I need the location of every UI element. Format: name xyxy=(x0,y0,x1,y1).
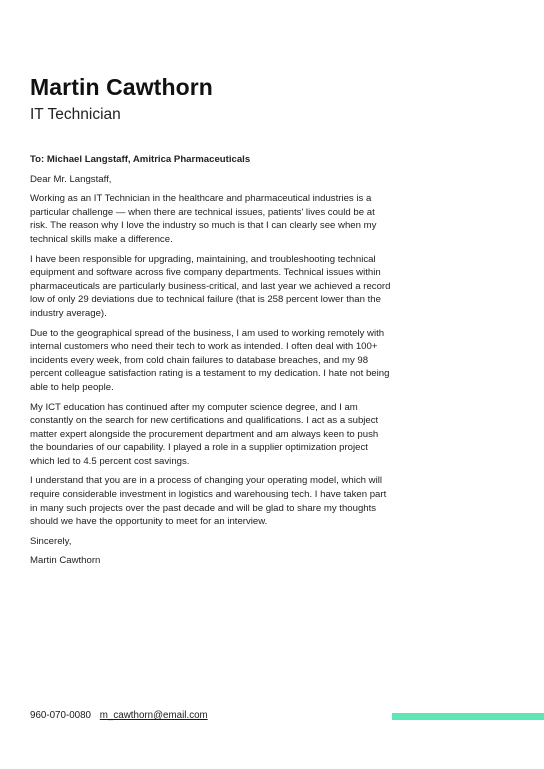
closing: Sincerely, xyxy=(30,535,72,547)
salutation: Dear Mr. Langstaff, xyxy=(30,173,112,185)
paragraph-1: Working as an IT Technician in the healthcare and pharmaceutical industries is a particular challenge — when there are technical issues, patients' lives could be at risk. The reason why I love the industry so much is that I can clearly see when my technical skills make a difference. xyxy=(30,193,377,245)
job-title: IT Technician xyxy=(30,106,121,123)
letter-body xyxy=(30,153,392,574)
paragraph-5: I understand that you are in a process of changing your operating model, which will require considerable investment in logistics and warehousing tech. I have taken part in many such projects over the past decade and will be glad to share my thoughts should we have the opportunity to meet for an interview. xyxy=(30,475,387,528)
signature: Martin Cawthorn xyxy=(30,555,101,567)
applicant-name: Martin Cawthorn xyxy=(30,74,213,100)
email-link[interactable]: m_cawthorn@email.com xyxy=(99,710,208,721)
recipient-line: To: Michael Langstaff, Amitrica Pharmaceuticals xyxy=(30,154,251,165)
paragraph-4: My ICT education has continued after my computer science degree, and I am constantly on the search for new certifications and qualifications. I act as a subject matter expert alongside the procurement department and am always keen to push the boundaries of our capability. I played a role in a supplier optimization project which led to 4.5 percent cost savings. xyxy=(30,401,379,467)
contact-footer xyxy=(30,710,208,721)
phone-number: 960-070-0080 xyxy=(30,710,92,721)
paragraph-2: I have been responsible for upgrading, maintaining, and troubleshooting technical equipment and software across five company departments. Technical issues within pharmaceuticals are particularly business-critical, and last year we achieved a record low of only 29 deviations due to technical failure (that is 258 percent lower than the industry average). xyxy=(30,253,391,319)
paragraph-3: Due to the geographical spread of the business, I am used to working remotely with internal customers who need their tech to work as intended. I often deal with 100+ incidents every week, from cold chain failures to database breaches, and my 98 percent colleague satisfaction rating is a testament to my dedication. I hate not being able to help people. xyxy=(30,327,390,393)
accent-bar xyxy=(392,713,544,720)
